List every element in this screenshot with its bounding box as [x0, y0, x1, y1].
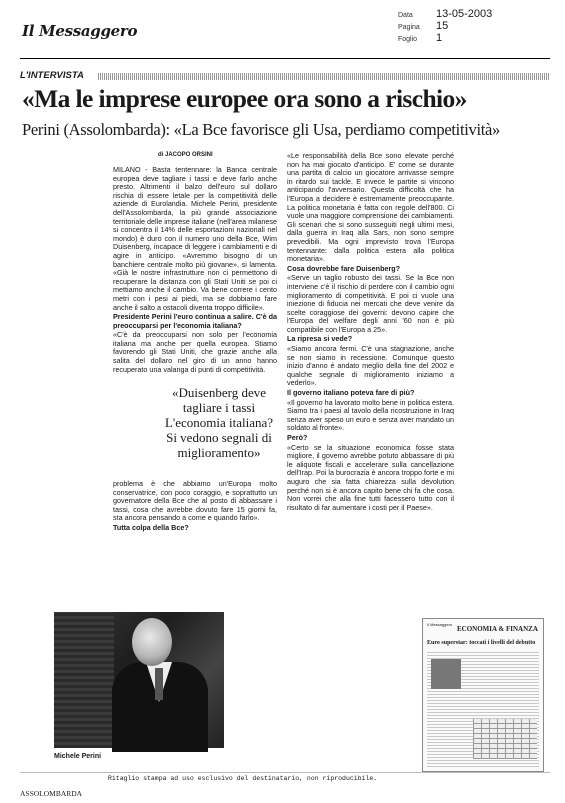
reproduction-notice: Ritaglio stampa ad uso esclusivo del destinatario, non riproducibile.	[108, 775, 378, 782]
meta-page-row	[398, 20, 548, 32]
photo-caption: Michele Perini	[54, 753, 102, 760]
paragraph: «Il governo ha lavorato molto bene in politica estera. Siamo tra i paesi al tavolo della ricostruzione in Iraq senza aver speso un euro e senza aver mandato un soldato al fronte».	[287, 397, 454, 433]
top-divider	[20, 58, 550, 59]
article-byline: di JACOPO ORSINI	[158, 152, 213, 158]
paragraph: problema è che abbiamo un'Europa molto conservatrice, con poco coraggio, e soprattutto un governatore della Bce che al posto di abbassare i tassi, cosa che avrebbe dovuto fare 15 giorni fa, sta ancora pensando a come e quando farlo».	[113, 479, 277, 523]
meta-sheet-label: Foglio	[398, 36, 418, 43]
interview-question: Tutta colpa della Bce?	[113, 522, 189, 532]
interview-question: Il governo italiano poteva fare di più?	[287, 388, 415, 398]
thumbnail-table	[473, 719, 537, 759]
meta-page-label: Pagina	[398, 24, 420, 31]
thumbnail-masthead: Il Messaggero	[427, 622, 453, 627]
paragraph: «Serve un taglio robusto dei tassi. Se la Bce non interviene c'è il rischio di perdere con il cambio ogni miglioramento di competitività. E poi ci vuole una iniezione di fiducia nei mercati che deve venire da scelte coraggiose dei governi: devono capire che l'Europa del welfare degli anni '60 non è più compatibile con l'Europa a 25».	[287, 273, 454, 334]
article-subheadline: Perini (Assolombarda): «La Bce favorisce gli Usa, perdiamo competitività»	[22, 120, 500, 139]
meta-sheet-row	[398, 32, 548, 44]
paragraph: MILANO - Basta tentennare: la Banca centrale europea deve tagliare i tassi e deve farlo anche presto. Altrimenti il balzo dell'euro sul dollaro rischia di essere letale per la competitività delle aziende di Eurolandia. Michele Perini, presidente dell'Assolombarda, la più grande associazione territoriale delle imprese italiane (nell'area milanese si concentra il 14% delle esportazioni nazionali nel mondo) è duro con il numero uno della Bce, Wim Duisenberg, incapace di leggere i cambiamenti e di agire in anticipo. «Avremmo bisogno di un banchiere centrale molto più giovane», si lamenta. «Già le nostre infrastrutture non ci permettono di recuperare la distanza con gli Stati Uniti se poi ci mettiamo anche il cambio. Va bene correre i cento metri con i pesi ai piedi, ma se dobbiamo fare anche il salto a ostacoli diventa troppo difficile».	[113, 165, 277, 312]
meta-sheet-value: 1	[436, 32, 443, 44]
section-label: L'INTERVISTA	[20, 70, 84, 81]
interview-question: Però?	[287, 433, 308, 442]
footer-divider	[20, 772, 550, 773]
masthead-logo: Il Messaggero	[22, 22, 138, 40]
thumbnail-headline: Euro superstar: toccati i livelli del debutto	[427, 640, 536, 646]
article-column-2	[287, 152, 454, 513]
section-header	[20, 69, 550, 83]
paragraph: «Le responsabilità della Bce sono elevate perché non ha mai giocato d'anticipo. E' come se durante una partita di calcio un giocatore arrivasse sempre in ritardo sui tackle. E invece le partite si vincono anticipando l'avversario. Questa difficoltà che ha l'Europa a decidere è estremamente preoccupante. La politica monetaria è fatta con regole dell'800. Ci vuole una maggiore comprensione dei cambiamenti. Gli scenari che si sono susseguiti negli ultimi mesi, dalla guerra in Iraq alla Sars, non sono sempre prevedibili. Ma ogni imprevisto trova l'Europa tentennante: dalla politica estera alla politica monetaria».	[287, 151, 454, 264]
meta-page-value: 15	[436, 20, 449, 32]
article-headline: «Ma le imprese europee ora sono a rischio»	[22, 84, 467, 113]
clipping-metadata	[398, 8, 548, 44]
interview-question: Cosa dovrebbe fare Duisenberg?	[287, 263, 401, 273]
photo-figure-head	[132, 618, 172, 666]
meta-date-row	[398, 8, 548, 20]
photo-background	[54, 612, 114, 748]
thumbnail-photo	[431, 659, 461, 689]
paragraph: «Certo se la situazione economica fosse stata migliore, il governo avrebbe potuto abbassare di più le aliquote fiscali e accelerare sulla cancellazione dell'Irap. Poi la burocrazia è ancora troppo forte e mi auguro che sia fatta chiarezza sulla devolution perché non si è ancora capito bene chi fa che cosa. Non vorrei che alla fine tutti facessero tutto con il risultato di far aumentare i costi per il Paese».	[287, 442, 454, 512]
footer-organization: ASSOLOMBARDA	[20, 789, 83, 798]
article-column-1-continued	[113, 480, 277, 534]
section-bar	[98, 73, 550, 80]
paragraph: «Siamo ancora fermi. C'è una stagnazione, anche se non siamo in recessione. Comunque questo inizio d'anno è andato meglio della fine del 2002 e qualche segnale di miglioramento iniziamo a vederlo».	[287, 344, 454, 388]
portrait-photo	[54, 612, 224, 748]
interview-question: Presidente Perini l'euro continua a salire. C'è da preoccuparsi per l'economia italiana?	[113, 312, 277, 330]
pull-quote: «Duisenberg deve tagliare i tassi L'economia italiana? Si vedono segnali di miglioramento»	[164, 385, 274, 460]
photo-figure-tie	[155, 668, 163, 700]
page-thumbnail	[422, 618, 544, 772]
interview-question: La ripresa si vede?	[287, 334, 353, 344]
article-column-1	[113, 165, 277, 374]
thumbnail-section: ECONOMIA & FINANZA	[457, 625, 538, 633]
meta-date-value: 13-05-2003	[436, 8, 493, 20]
paragraph: «C'è da preoccuparsi non solo per l'economia italiana ma anche per quella europea. Stiamo favorendo gli Stati Uniti, che grazie anche alla salita del dollaro nel giro di un anno hanno recuperato una valanga di punti di competitività.	[113, 330, 277, 374]
meta-date-label: Data	[398, 12, 413, 19]
